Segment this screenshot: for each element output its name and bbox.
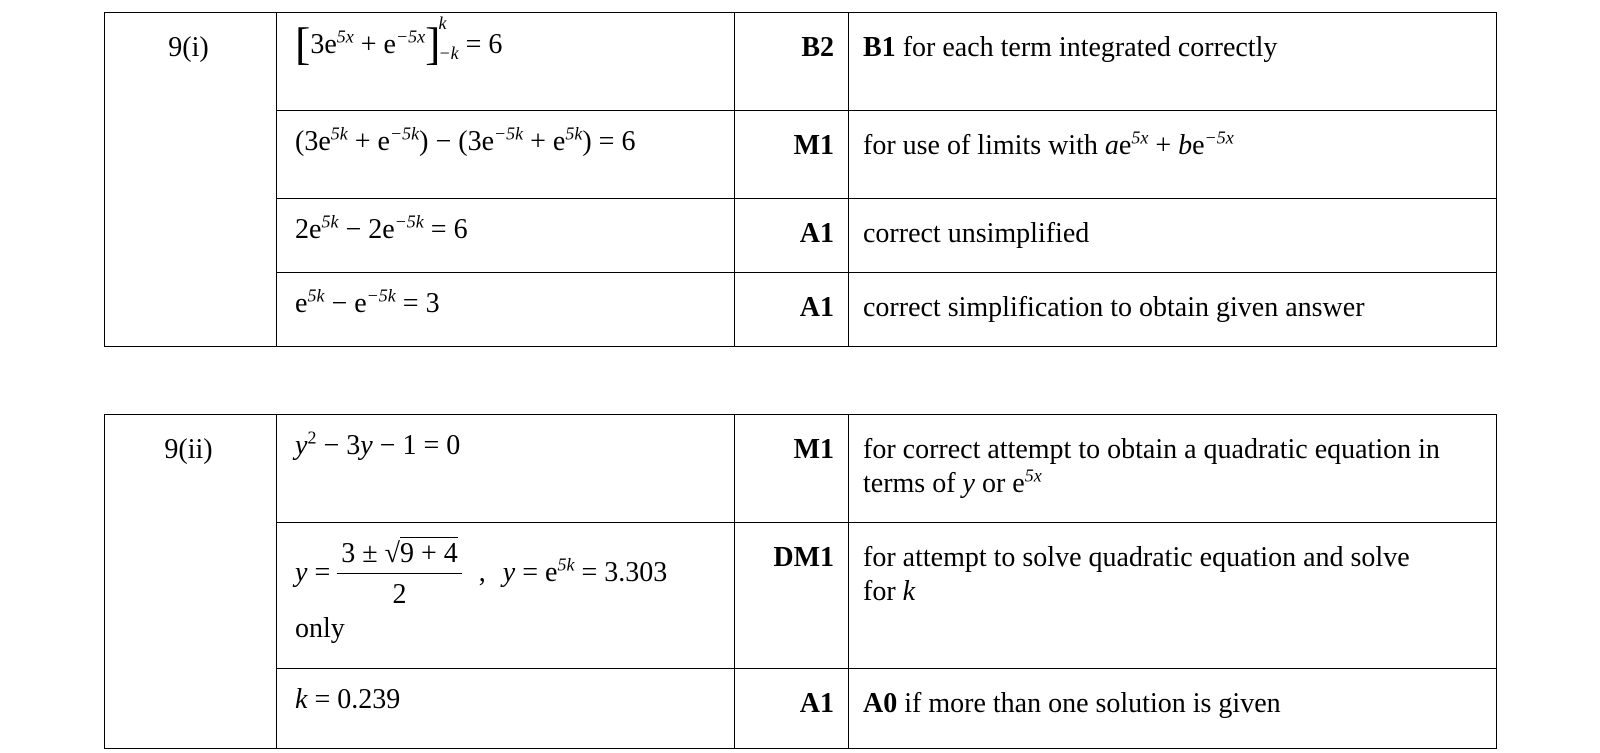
guidance-cell: B1 for each term integrated correctly bbox=[849, 13, 1497, 111]
answer-cell bbox=[277, 523, 735, 669]
guidance-cell: correct simplification to obtain given answer bbox=[849, 273, 1497, 347]
guidance-cell: for use of limits with $ae^{5x} + be^{-5x}$ bbox=[849, 111, 1497, 199]
answer-cell bbox=[277, 13, 735, 111]
guidance-cell: for correct attempt to obtain a quadratic equation in terms of y or $e^{5x}$ bbox=[849, 415, 1497, 523]
mark-cell: M1 bbox=[735, 111, 849, 199]
mark-cell: A1 bbox=[735, 199, 849, 273]
guidance-cell: correct unsimplified bbox=[849, 199, 1497, 273]
question-number: 9(i) bbox=[105, 13, 277, 347]
mark-cell: A1 bbox=[735, 273, 849, 347]
mark-cell: B2 bbox=[735, 13, 849, 111]
answer-cell bbox=[277, 111, 735, 199]
quadratic-equation: $y^2 - 3y - 1 = 0$ bbox=[295, 427, 461, 461]
answer-note: only bbox=[295, 613, 345, 644]
mark-scheme-table-part-ii bbox=[104, 414, 1497, 749]
final-value: k = 0.239 bbox=[295, 684, 401, 715]
quadratic-solution: y = $\frac{3 \pm √9 + 4}{2}$ , $y = e^{5k} = 3.303$ bbox=[295, 538, 668, 610]
integrated-expression: $[3e^{5x} + e^{-5x}]$ k −k = 6 bbox=[295, 12, 503, 69]
mark-scheme-table-part-i bbox=[104, 12, 1497, 347]
answer-cell bbox=[277, 273, 735, 347]
mark-cell: M1 bbox=[735, 415, 849, 523]
guidance-cell: for attempt to solve quadratic equation and solve for k bbox=[849, 523, 1497, 669]
answer-cell bbox=[277, 415, 735, 523]
mark-cell: DM1 bbox=[735, 523, 849, 669]
guidance-cell: A0 if more than one solution is given bbox=[849, 669, 1497, 749]
unsimplified-equation: $2e^{5k} - 2e^{-5k} = 6$ bbox=[295, 211, 468, 245]
simplified-equation: $e^{5k} - e^{-5k} = 3$ bbox=[295, 285, 440, 319]
question-number: 9(ii) bbox=[105, 415, 277, 749]
mark-cell: A1 bbox=[735, 669, 849, 749]
answer-cell bbox=[277, 199, 735, 273]
limits-substituted: $(3e^{5k} + e^{-5k}) - (3e^{-5k} + e^{5k}) = 6$ bbox=[295, 123, 636, 157]
answer-cell bbox=[277, 669, 735, 749]
